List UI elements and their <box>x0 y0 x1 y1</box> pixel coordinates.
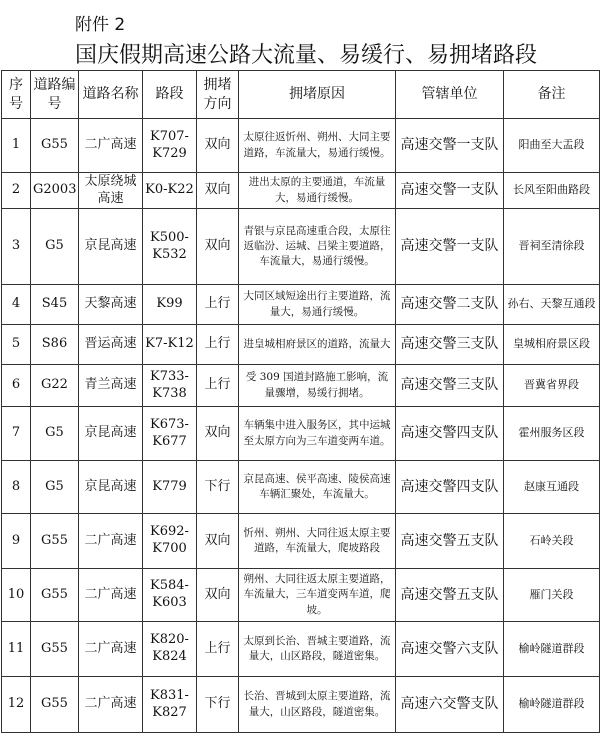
cell-section: K0-K22 <box>143 173 197 209</box>
cell-road-code: G2003 <box>31 173 79 209</box>
cell-direction: 双向 <box>197 407 239 461</box>
cell-seq: 3 <box>2 209 31 285</box>
cell-note: 霍州服务区段 <box>504 407 600 461</box>
cell-seq: 1 <box>2 119 31 173</box>
cell-road-name: 二广高速 <box>79 569 143 622</box>
header-road-name: 道路名称 <box>79 71 143 119</box>
cell-reason: 大同区域短途出行主要道路，流量大，易通行缓慢。 <box>239 285 396 325</box>
cell-section: K500-K532 <box>143 209 197 285</box>
cell-road-code: G55 <box>31 569 79 622</box>
cell-road-name: 二广高速 <box>79 677 143 733</box>
cell-road-code: G22 <box>31 365 79 407</box>
cell-road-code: G5 <box>31 209 79 285</box>
cell-reason: 进皇城相府景区的道路，流量大 <box>239 325 396 365</box>
cell-section: K584-K603 <box>143 569 197 622</box>
cell-direction: 上行 <box>197 622 239 677</box>
cell-reason: 受 309 国道封路施工影响，流量骤增，易缓行拥堵。 <box>239 365 396 407</box>
cell-unit: 高速交警五支队 <box>396 569 504 622</box>
cell-seq: 2 <box>2 173 31 209</box>
table-row <box>2 119 600 173</box>
cell-section: K99 <box>143 285 197 325</box>
cell-direction: 双向 <box>197 209 239 285</box>
cell-note: 赵康互通段 <box>504 461 600 514</box>
cell-reason: 太原往返忻州、朔州、大同主要道路，车流量大，易通行缓慢。 <box>239 119 396 173</box>
cell-direction: 双向 <box>197 173 239 209</box>
table-row <box>2 514 600 569</box>
header-road-code: 道路编号 <box>31 71 79 119</box>
cell-road-name: 太原绕城高速 <box>79 173 143 209</box>
cell-unit: 高速交警四支队 <box>396 461 504 514</box>
cell-note: 皇城相府景区段 <box>504 325 600 365</box>
cell-seq: 12 <box>2 677 31 733</box>
cell-note: 晋冀省界段 <box>504 365 600 407</box>
cell-road-name: 晋运高速 <box>79 325 143 365</box>
cell-direction: 下行 <box>197 677 239 733</box>
cell-road-name: 二广高速 <box>79 119 143 173</box>
cell-reason: 青银与京昆高速重合段，太原往返临汾、运城、吕梁主要道路，车流量大，易通行缓慢。 <box>239 209 396 285</box>
table-row <box>2 325 600 365</box>
table-row <box>2 407 600 461</box>
cell-road-code: G55 <box>31 677 79 733</box>
cell-unit: 高速交警一支队 <box>396 119 504 173</box>
table-row <box>2 569 600 622</box>
cell-seq: 6 <box>2 365 31 407</box>
cell-note: 榆岭隧道群段 <box>504 677 600 733</box>
cell-direction: 双向 <box>197 119 239 173</box>
cell-unit: 高速交警四支队 <box>396 407 504 461</box>
cell-road-code: S45 <box>31 285 79 325</box>
cell-reason: 车辆集中进入服务区，其中运城至太原方向为三车道变两车道。 <box>239 407 396 461</box>
cell-section: K707-K729 <box>143 119 197 173</box>
cell-note: 雁门关段 <box>504 569 600 622</box>
table-row <box>2 461 600 514</box>
cell-direction: 下行 <box>197 461 239 514</box>
cell-note: 晋祠至清徐段 <box>504 209 600 285</box>
cell-section: K820-K824 <box>143 622 197 677</box>
cell-road-name: 二广高速 <box>79 514 143 569</box>
cell-road-code: G55 <box>31 622 79 677</box>
cell-section: K692-K700 <box>143 514 197 569</box>
document-title: 国庆假期高速公路大流量、易缓行、易拥堵路段 <box>75 43 538 68</box>
cell-direction: 双向 <box>197 514 239 569</box>
cell-road-code: G55 <box>31 119 79 173</box>
header-reason: 拥堵原因 <box>239 71 396 119</box>
cell-road-code: G55 <box>31 514 79 569</box>
congestion-table <box>1 70 600 733</box>
cell-note: 孙右、天黎互通段 <box>504 285 600 325</box>
cell-road-code: S86 <box>31 325 79 365</box>
cell-road-name: 京昆高速 <box>79 407 143 461</box>
cell-note: 长风至阳曲路段 <box>504 173 600 209</box>
cell-section: K7-K12 <box>143 325 197 365</box>
cell-section: K831-K827 <box>143 677 197 733</box>
cell-road-code: G5 <box>31 461 79 514</box>
cell-seq: 4 <box>2 285 31 325</box>
cell-reason: 京昆高速、侯平高速、陵侯高速车辆汇聚处，车流量大。 <box>239 461 396 514</box>
cell-reason: 忻州、朔州、大同往返太原主要道路，车流量大，爬坡路段 <box>239 514 396 569</box>
table-row <box>2 285 600 325</box>
cell-road-name: 二广高速 <box>79 622 143 677</box>
cell-note: 榆岭隧道群段 <box>504 622 600 677</box>
cell-direction: 双向 <box>197 569 239 622</box>
cell-section: K733-K738 <box>143 365 197 407</box>
attachment-label: 附件 2 <box>75 15 126 35</box>
header-section: 路段 <box>143 71 197 119</box>
table-row <box>2 622 600 677</box>
cell-direction: 上行 <box>197 325 239 365</box>
cell-reason: 长治、晋城到太原主要道路，流量大，山区路段，隧道密集。 <box>239 677 396 733</box>
cell-note: 阳曲至大盂段 <box>504 119 600 173</box>
cell-unit: 高速交警二支队 <box>396 285 504 325</box>
cell-section: K779 <box>143 461 197 514</box>
cell-road-name: 天黎高速 <box>79 285 143 325</box>
table-row <box>2 173 600 209</box>
cell-seq: 7 <box>2 407 31 461</box>
cell-unit: 高速交警三支队 <box>396 325 504 365</box>
cell-direction: 上行 <box>197 285 239 325</box>
cell-reason: 进出太原的主要通道，车流量大，易通行缓慢。 <box>239 173 396 209</box>
cell-section: K673-K677 <box>143 407 197 461</box>
cell-note: 石岭关段 <box>504 514 600 569</box>
cell-road-name: 青兰高速 <box>79 365 143 407</box>
header-note: 备注 <box>504 71 600 119</box>
cell-reason: 朔州、大同往返太原主要道路，车流量大，三车道变两车道，爬坡。 <box>239 569 396 622</box>
cell-seq: 8 <box>2 461 31 514</box>
header-unit: 管辖单位 <box>396 71 504 119</box>
cell-seq: 9 <box>2 514 31 569</box>
cell-road-name: 京昆高速 <box>79 461 143 514</box>
cell-unit: 高速六交警支队 <box>396 677 504 733</box>
cell-unit: 高速交警六支队 <box>396 622 504 677</box>
table-row <box>2 209 600 285</box>
cell-road-name: 京昆高速 <box>79 209 143 285</box>
cell-reason: 太原到长治、晋城主要道路，流量大，山区路段，隧道密集。 <box>239 622 396 677</box>
header-seq: 序号 <box>2 71 31 119</box>
cell-seq: 5 <box>2 325 31 365</box>
header-direction: 拥堵方向 <box>197 71 239 119</box>
cell-unit: 高速交警三支队 <box>396 365 504 407</box>
table-row <box>2 677 600 733</box>
cell-seq: 11 <box>2 622 31 677</box>
cell-road-code: G5 <box>31 407 79 461</box>
cell-seq: 10 <box>2 569 31 622</box>
cell-unit: 高速交警五支队 <box>396 514 504 569</box>
cell-direction: 上行 <box>197 365 239 407</box>
cell-unit: 高速交警一支队 <box>396 209 504 285</box>
cell-unit: 高速交警一支队 <box>396 173 504 209</box>
table-header <box>2 71 600 119</box>
table-row <box>2 365 600 407</box>
